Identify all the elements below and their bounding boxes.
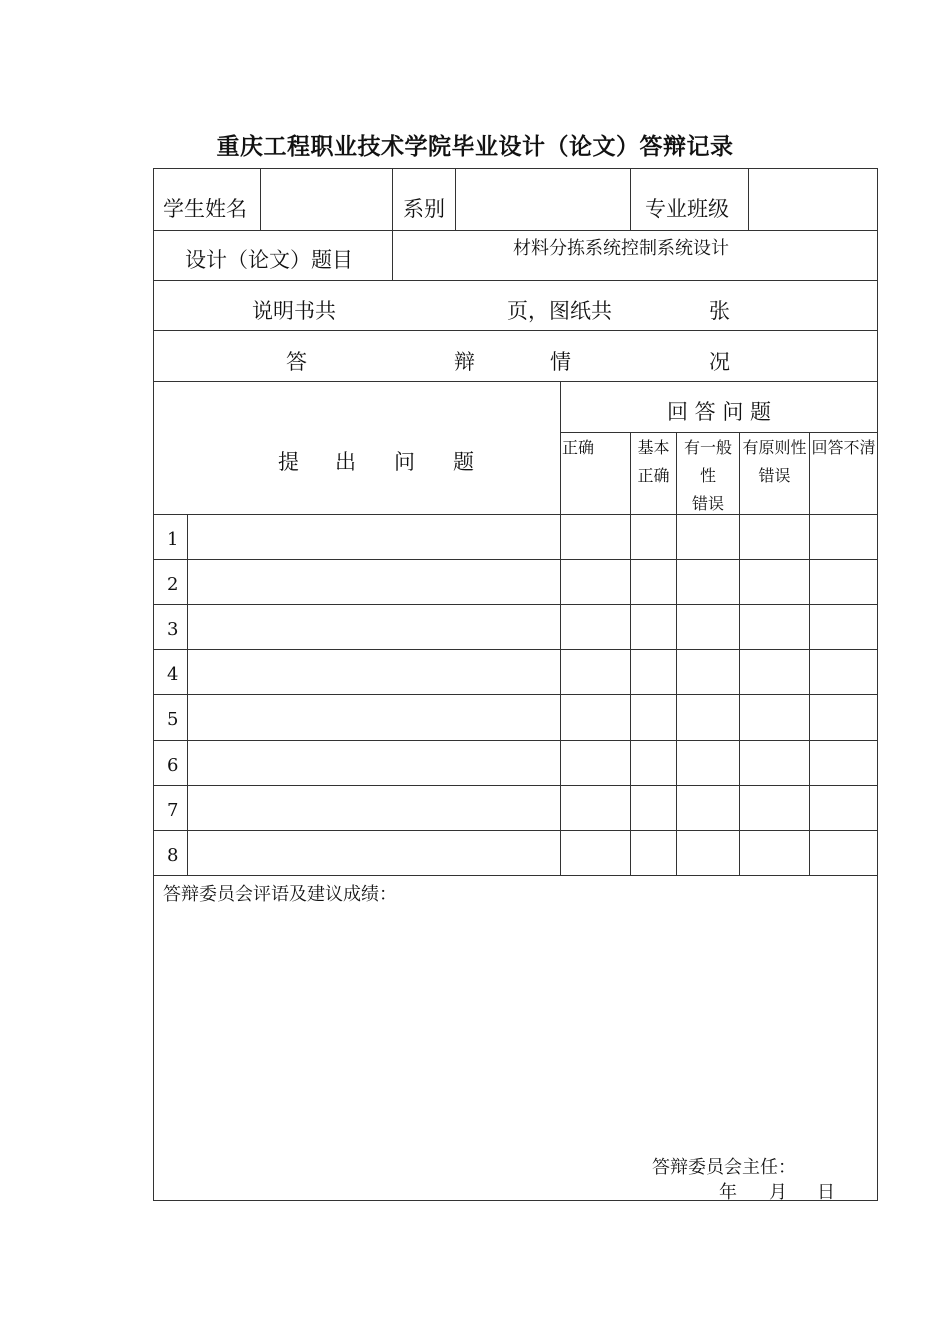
class-field[interactable] xyxy=(750,172,875,228)
rule xyxy=(630,432,631,875)
rule xyxy=(153,559,878,560)
row-number: 8 xyxy=(167,845,179,866)
date-day: 日 xyxy=(817,1182,835,1203)
question-header-4: 题 xyxy=(453,450,474,474)
chair-label: 答辩委员会主任： xyxy=(652,1157,796,1178)
rule xyxy=(153,280,878,281)
manual-pages-label: 说明书共 xyxy=(252,299,336,323)
defense-header-3: 情 xyxy=(550,350,571,374)
answer-col-principle-error: 有原则性 错误 xyxy=(742,438,807,485)
page-title: 重庆工程职业技术学院毕业设计（论文）答辩记录 xyxy=(216,134,734,160)
row-number: 5 xyxy=(167,709,179,730)
row-number: 4 xyxy=(167,664,179,685)
rule xyxy=(153,381,878,382)
question-header-1: 提 xyxy=(278,450,299,474)
defense-header-2: 辩 xyxy=(454,350,475,374)
rule xyxy=(153,649,878,650)
department-field[interactable] xyxy=(457,172,628,228)
rule xyxy=(260,168,261,230)
rule xyxy=(153,230,878,231)
rule xyxy=(739,432,740,875)
answer-col-unclear: 回答不清 xyxy=(811,438,876,457)
defense-header-4: 况 xyxy=(709,350,730,374)
rule xyxy=(153,785,878,786)
rule xyxy=(560,381,561,875)
rule xyxy=(630,168,631,230)
sheet-unit-label: 张 xyxy=(709,299,730,323)
row-number: 7 xyxy=(167,800,179,821)
rule xyxy=(153,875,878,876)
rule xyxy=(153,740,878,741)
answer-col-correct: 正确 xyxy=(562,438,595,457)
rule xyxy=(809,432,810,875)
row-number: 1 xyxy=(167,529,179,550)
rule xyxy=(153,330,878,331)
table-border-right xyxy=(877,168,878,1201)
department-label: 系别 xyxy=(403,197,445,221)
class-label: 专业班级 xyxy=(645,197,729,221)
row-number: 6 xyxy=(167,755,179,776)
rule xyxy=(748,168,749,230)
question-header-2: 出 xyxy=(335,450,356,474)
student-name-field[interactable] xyxy=(262,172,390,228)
rule xyxy=(392,168,393,230)
row-number: 2 xyxy=(167,574,179,595)
drawing-sheets-label: 页，图纸共 xyxy=(507,299,612,323)
table-border-left xyxy=(153,168,154,1201)
date-year: 年 xyxy=(719,1182,737,1203)
answer-header: 回 答 问 题 xyxy=(666,400,772,424)
rule xyxy=(560,432,878,433)
rule xyxy=(153,830,878,831)
question-header-3: 问 xyxy=(394,450,415,474)
comments-label: 答辩委员会评语及建议成绩： xyxy=(163,884,397,905)
date-month: 月 xyxy=(769,1182,787,1203)
comments-area[interactable] xyxy=(156,905,875,1145)
topic-label: 设计（论文）题目 xyxy=(185,248,353,272)
rule xyxy=(455,168,456,230)
row-number: 3 xyxy=(167,619,179,640)
rule xyxy=(153,604,878,605)
answer-col-general-error: 有一般 性 错误 xyxy=(683,438,732,513)
topic-value: 材料分拣系统控制系统设计 xyxy=(513,238,729,259)
answer-col-mostly-correct: 基本 正确 xyxy=(637,438,670,485)
student-name-label: 学生姓名 xyxy=(163,197,247,221)
table-border-top xyxy=(153,168,878,169)
rule xyxy=(153,694,878,695)
rule xyxy=(153,514,878,515)
rule xyxy=(187,514,188,875)
defense-header-1: 答 xyxy=(286,350,307,374)
rule xyxy=(392,230,393,280)
